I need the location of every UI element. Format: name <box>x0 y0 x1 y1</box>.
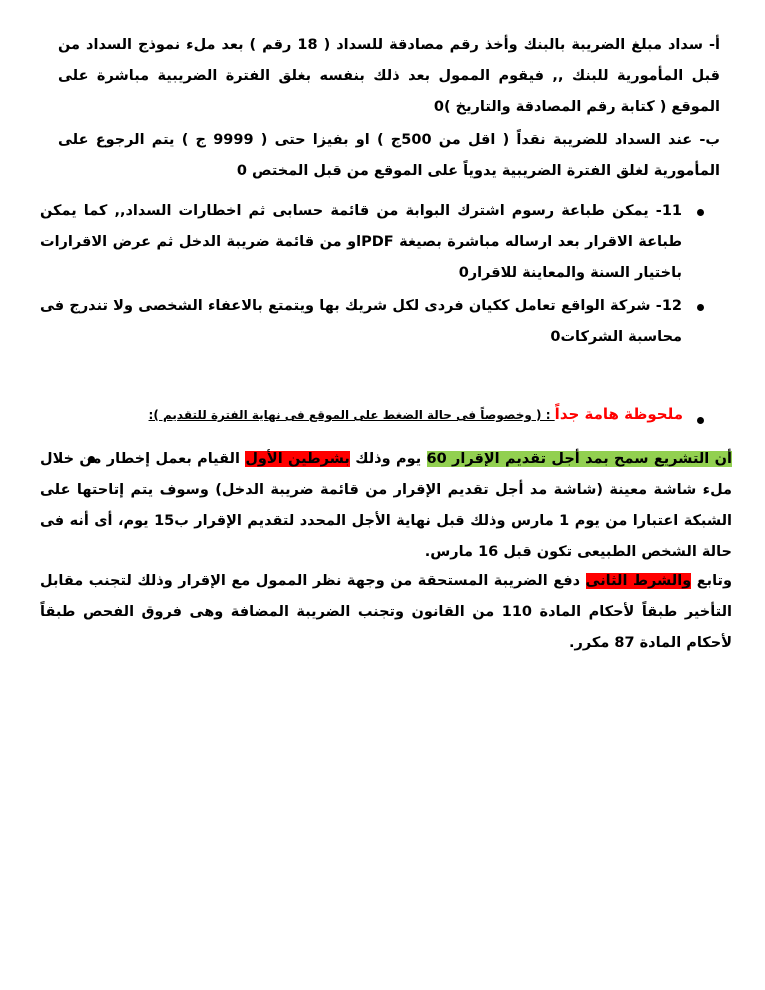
highlight-red-text: بشرطين الأول <box>245 451 350 467</box>
text-span: يوم وذلك <box>349 451 427 467</box>
highlight-red-text: والشرط الثانى <box>585 573 692 589</box>
bullet-icon <box>697 209 704 216</box>
highlight-green-text: أن التشريع سمح بمد أجل تقديم الإقرار 60 <box>426 451 732 467</box>
paragraph-b: ب- عند السداد للضريبة نقداً ( اقل من 500ج ) او بفيزا حتى ( 9999 ج ) يتم الرجوع على المأمورية لغلق الفترة الضريبية يدوياً على الموقع من قبل المختص 0 <box>58 132 720 179</box>
text-span: دفع الضريبة المستحقة من وجهة نظر الممول مع الإقرار وذلك لتجنب مقابل التأخير طبقاً لأحكام المادة 110 من القانون وتجنب الضريبة المضافة وهى فروق الفحص طبقاً لأحكام المادة 87 مكرر. <box>40 573 732 651</box>
text-span: القيام بعمل إخطار من خلال ملء شاشة معينة (شاشة مد أجل تقديم الإقرار من قائمة ضريبة الدخل) وسوف يتم إتاحتها على الشبكة اعتبارا من يوم 1 مارس وذلك قبل نهاية الأجل المحدد لتقديم الإقرار ب15 يوم، أى أنه فى حالة الشخص الطبيعى تكون قبل 16 مارس. <box>40 451 733 560</box>
paragraph-a: أ- سداد مبلغ الضريبة بالبنك وأخذ رقم مصادقة للسداد ( 18 رقم ) بعد ملء نموذج السداد من قبل المأمورية للبنك ,, فيقوم الممول بعد ذلك بنفسه بغلق الفترة الضريبية مباشرة على الموقع ( كتابة رقم المصادقة والتاريخ )0 <box>58 37 720 115</box>
important-note-heading <box>149 404 683 423</box>
bullet-icon <box>697 304 704 311</box>
paragraph-second-condition <box>40 566 732 659</box>
note-title: ملحوظة هامة جداً <box>554 405 683 423</box>
list-item-12: 12- شركة الواقع تعامل ككيان فردى لكل شريك بها ويتمتع بالاعفاء الشخصى ولا تندرج فى محاسبة الشركات0 <box>40 298 682 345</box>
bullet-icon <box>697 417 704 424</box>
list-item-11: 11- يمكن طباعة رسوم اشترك البوابة من قائمة حسابى ثم اخطارات السداد,, كما يمكن طباعة الاقرار بعد ارساله مباشرة بصيغة PDFاو من قائمة ضريبة الدخل ثم عرض الاقرارات باختيار السنة والمعاينة للاقرار0 <box>40 203 682 281</box>
paragraph-extension-conditions <box>40 444 732 568</box>
note-subtitle: : ( وخصوصاً فى حالة الضغط على الموقع فى نهاية الفترة للتقديم ): <box>148 408 555 422</box>
text-span: وتابع <box>691 573 732 589</box>
